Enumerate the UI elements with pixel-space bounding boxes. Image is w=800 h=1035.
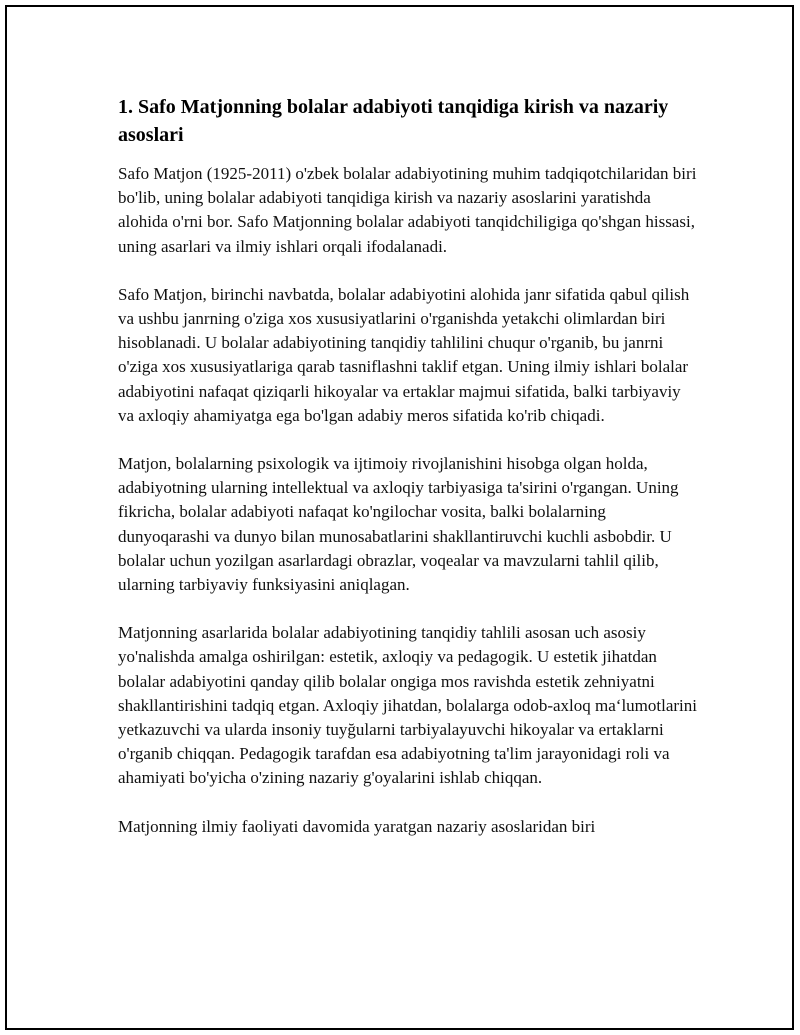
paragraph-3: Matjon, bolalarning psixologik va ijtimoiy rivojlanishini hisobga olgan holda, adabiyotning ularning intellektual va axloqiy tarbiyasiga ta'sirini o'rgangan. Uning fikricha, bolalar adabiyoti nafaqat ko'ngilochar vosita, balki bolalarning dunyoqarashi va dunyo bilan munosabatlarini shakllantiruvchi kuchli asbobdir. U bolalar uchun yozilgan asarlardagi obrazlar, voqealar va mavzularni tahlil qilib, ularning tarbiyaviy funksiyasini aniqlagan. — [118, 454, 679, 595]
paragraph-5: Matjonning ilmiy faoliyati davomida yaratgan nazariy asoslaridan biri — [118, 816, 596, 836]
paragraph-4: Matjonning asarlarida bolalar adabiyotining tanqidiy tahlili asosan uch asosiy yo'nalishda amalga oshirilgan: estetik, axloqiy va pedagogik. U estetik jihatdan bolalar adabiyotini qanday qilib bolalar ongiga mos ravishda estetik zehniyatni shakllantirishini tadqiq etgan. Axloqiy jihatdan, bolalarga odob-axloq ma‘lumotlarini yetkazuvchi va ularda insoniy tuyğularni tarbiyalayuvchi hikoyalar va ertaklarni o'rganib chiqqan. Pedagogik tarafdan esa adabiyotning ta'lim jarayonidagi roli va ahamiyati bo'yicha o'zining nazariy g'oyalarini ishlab chiqqan. — [118, 623, 697, 788]
paragraph-1: Safo Matjon (1925-2011) o'zbek bolalar adabiyotining muhim tadqiqotchilaridan biri bo'lib, uning bolalar adabiyoti tanqidiga kirish va nazariy asoslarini yaratishda alohida o'rni bor. Safo Matjonning bolalar adabiyoti tanqidchiligiga qo'shgan hissasi, uning asarlari va ilmiy ishlari orqali ifodalanadi. — [118, 164, 697, 256]
paragraph-2: Safo Matjon, birinchi navbatda, bolalar adabiyotini alohida janr sifatida qabul qilish va ushbu janrning o'ziga xos xususiyatlarini o'rganishda yetakchi olimlardan biri hisoblanadi. U bolalar adabiyotining tanqidiy tahlilini chuqur o'rganib, bu janrni o'ziga xos xususiyatlariga qarab tasniflashni taklif etgan. Uning ilmiy ishlari bolalar adabiyotini nafaqat qiziqarli hikoyalar va ertaklar majmui sifatida, balki tarbiyaviy va axloqiy ahamiyatga ega bo'lgan adabiy meros sifatida ko'rib chiqadi. — [118, 284, 690, 425]
document-body — [118, 93, 698, 863]
section-heading: 1. Safo Matjonning bolalar adabiyoti tanqidiga kirish va nazariy asoslari — [118, 96, 669, 146]
